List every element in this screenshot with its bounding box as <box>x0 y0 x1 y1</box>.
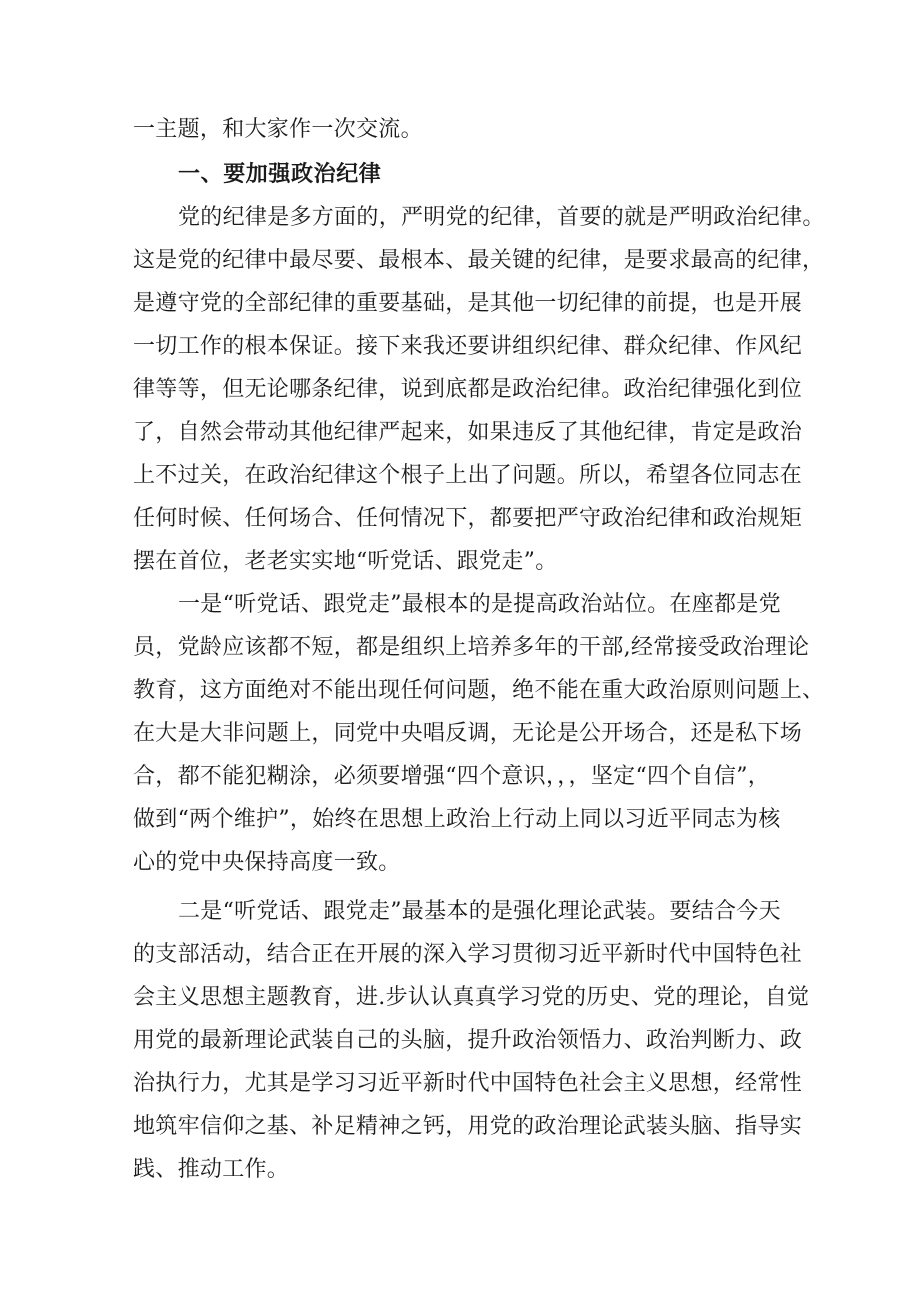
text-line: 治执行力，尤其是学习习近平新时代中国特色社会主义思想，经常性 <box>133 1071 803 1096</box>
text-line: 一切工作的根本保证。接下来我还要讲组织纪律、群众纪律、作风纪 <box>133 334 803 359</box>
text-line: 用党的最新理论武装自己的头脑，提升政治领悟力、政治判断力、政 <box>133 1028 803 1053</box>
text-line: 是遵守党的全部纪律的重要基础，是其他一切纪律的前提，也是开展 <box>133 291 803 316</box>
text-line: 二是“听党话、跟党走”最基本的是强化理论武装。要结合今天 <box>178 899 781 924</box>
section-heading: 一、要加强政治纪律 <box>178 162 382 187</box>
text-line: 任何时候、任何场合、任何情况下，都要把严守政治纪律和政治规矩 <box>133 506 803 531</box>
text-line: 在大是大非问题上，同党中央唱反调，无论是公开场合，还是私下场 <box>133 721 803 746</box>
text-line: 一主题，和大家作一次交流。 <box>133 117 423 142</box>
text-line: 摆在首位，老老实实地“听党话、跟党走”。 <box>133 549 558 574</box>
text-line: 律等等，但无论哪条纪律，说到底都是政治纪律。政治纪律强化到位 <box>133 377 803 402</box>
text-line: 的支部活动，结合正在开展的深入学习贯彻习近平新时代中国特色社 <box>133 942 803 967</box>
text-line: 合，都不能犯糊涂，必须要增强“四个意识，，，坚定“四个自信”， <box>133 764 771 789</box>
text-line: 党的纪律是多方面的，严明党的纪律，首要的就是严明政治纪律。 <box>178 205 825 230</box>
text-line: 会主义思想主题教育，进.步认认真真学习党的历史、党的理论，自觉 <box>133 985 810 1010</box>
text-line: 这是党的纪律中最尽要、最根本、最关键的纪律，是要求最高的纪律， <box>133 248 825 273</box>
text-line: 教育，这方面绝对不能出现任何问题，绝不能在重大政治原则问题上、 <box>133 678 825 703</box>
text-line: 心的党中央保持高度一致。 <box>133 850 401 875</box>
text-line: 做到“两个维护”，始终在思想上政治上行动上同以习近平同志为核 <box>133 807 781 832</box>
text-line: 员，党龄应该都不短，都是组织上培养多年的干部,经常接受政治理论 <box>133 635 810 660</box>
text-line: 上不过关，在政治纪律这个根子上出了问题。所以，希望各位同志在 <box>133 463 803 488</box>
text-line: 践、推动工作。 <box>133 1157 290 1182</box>
text-line: 了，自然会带动其他纪律严起来，如果违反了其他纪律，肯定是政治 <box>133 420 803 445</box>
text-line: 一是“听党话、跟党走”最根本的是提高政治站位。在座都是党 <box>178 592 781 617</box>
text-line: 地筑牢信仰之基、补足精神之钙，用党的政治理论武装头脑、指导实 <box>133 1114 803 1139</box>
